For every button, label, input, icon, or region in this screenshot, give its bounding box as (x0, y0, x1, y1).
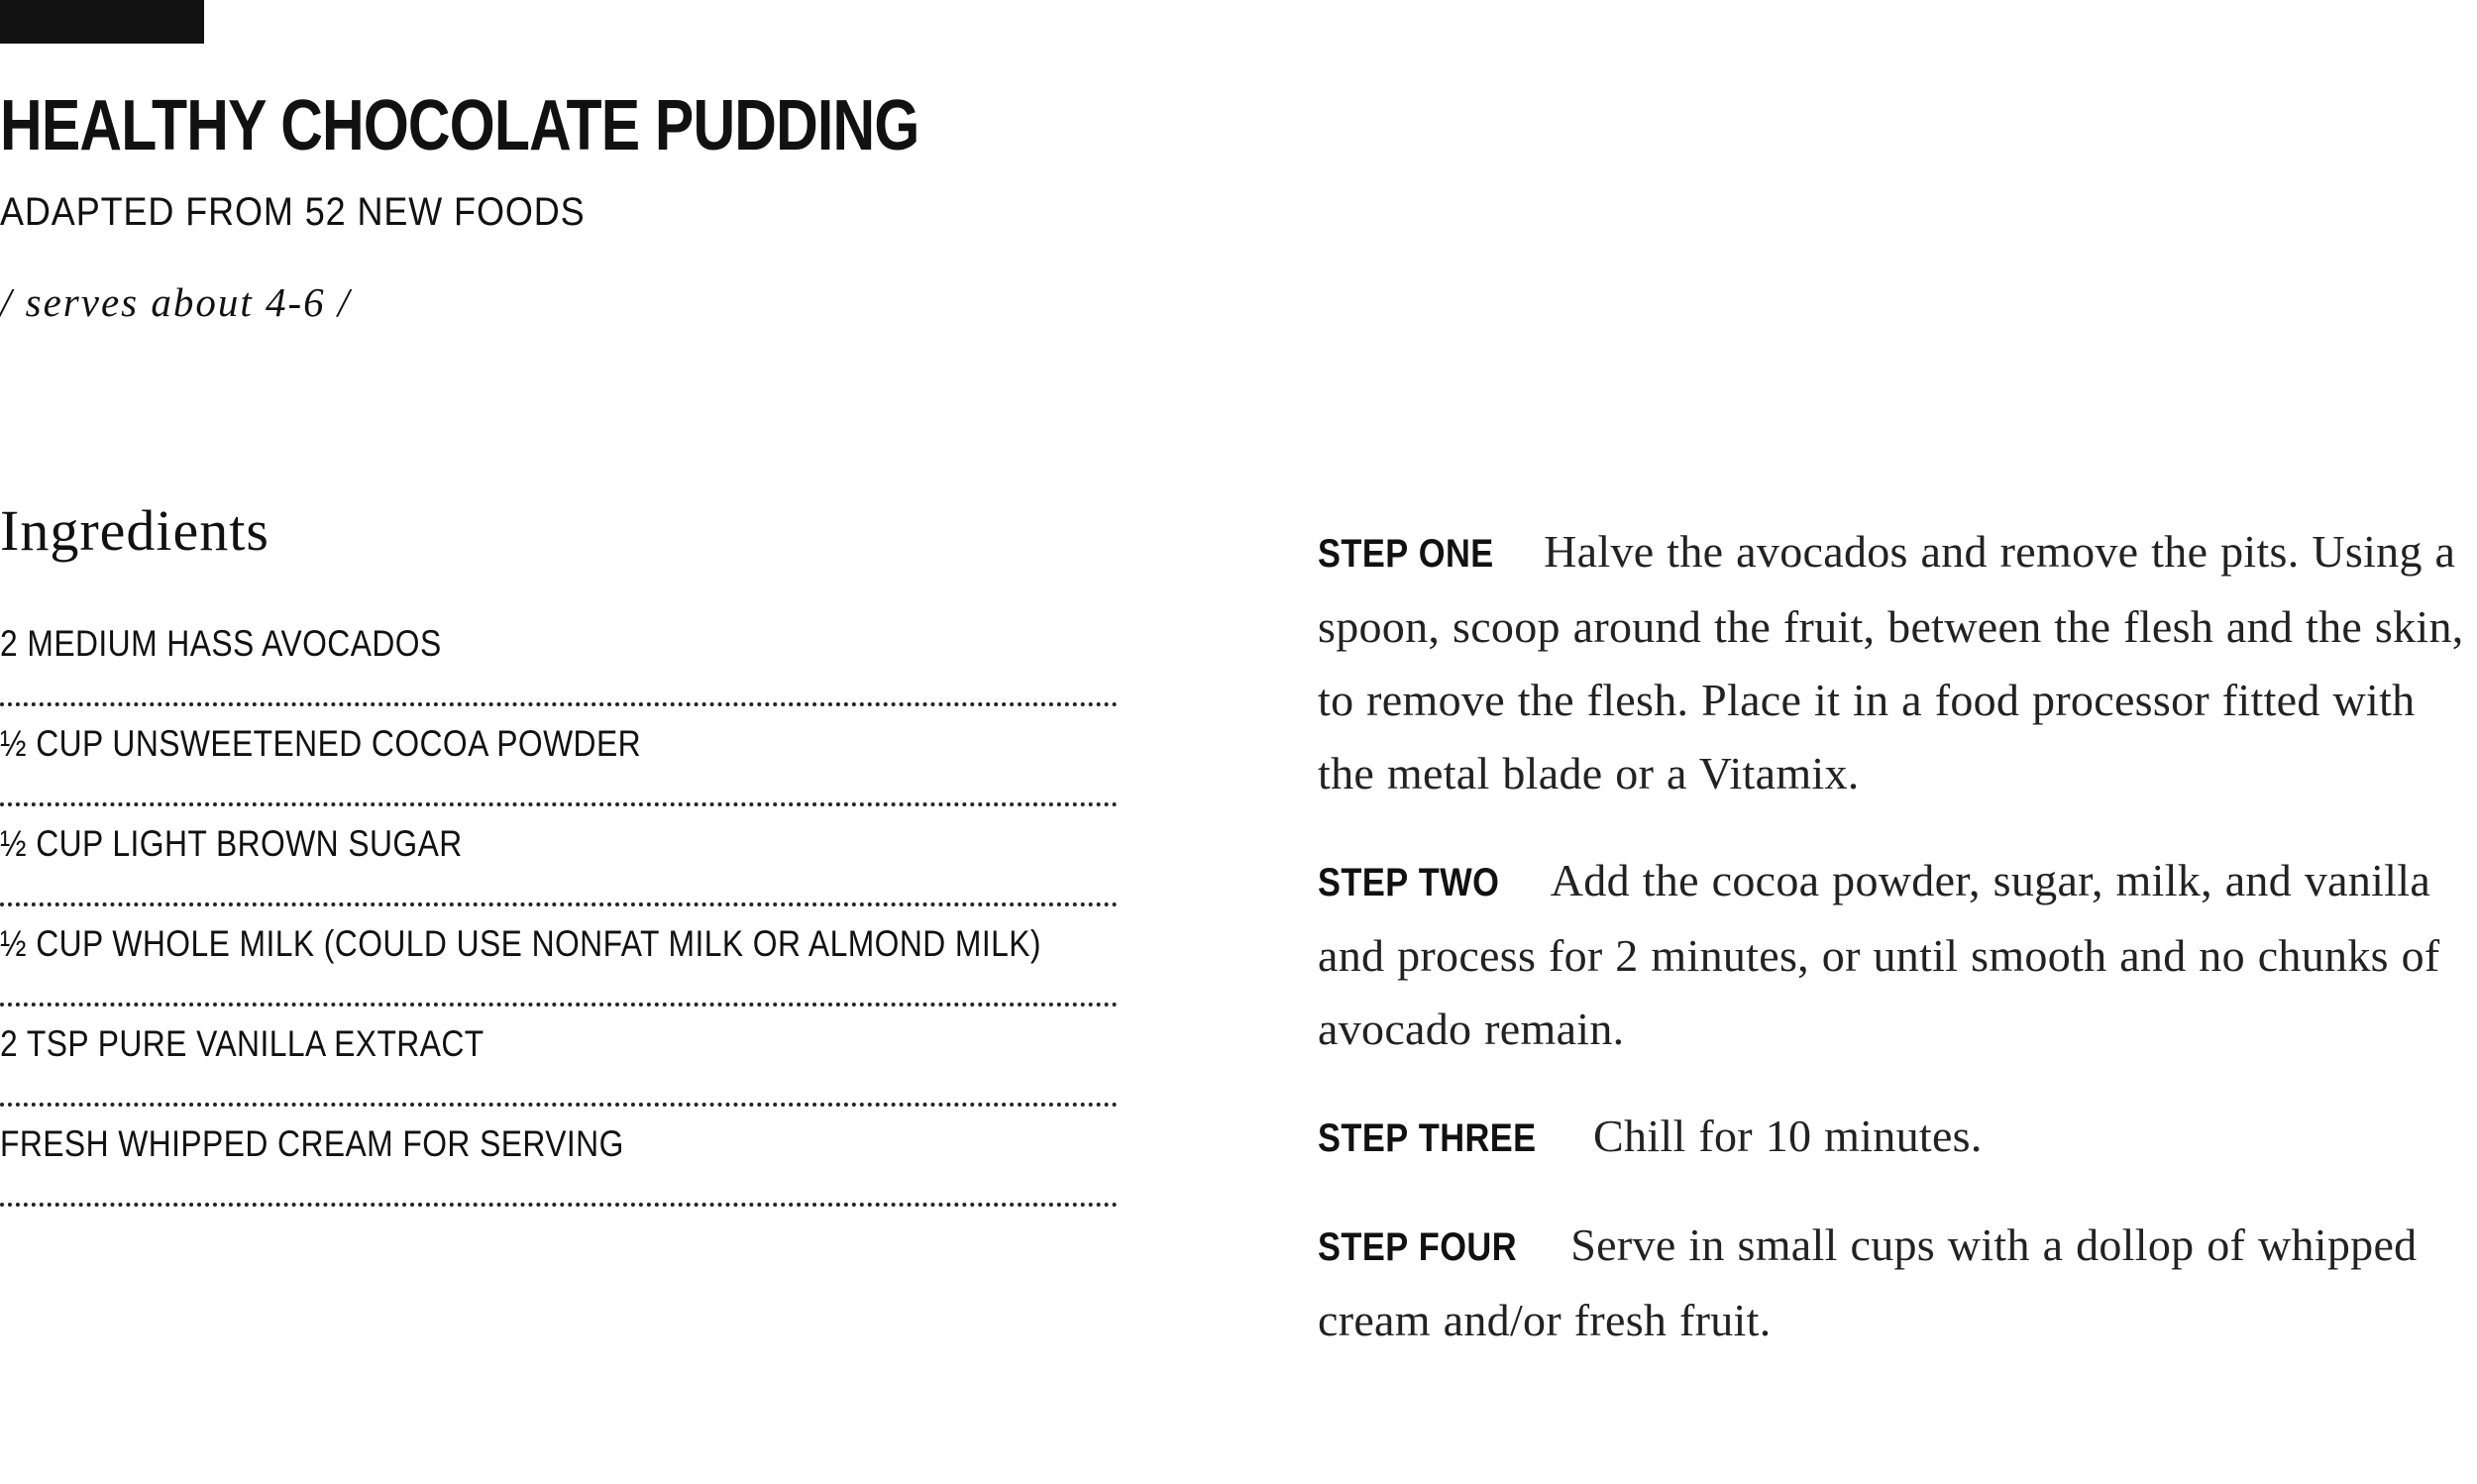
ingredient-item (0, 1007, 1118, 1107)
step-two (1318, 844, 2477, 1066)
step-label: STEP THREE (1318, 1116, 1537, 1160)
top-accent-bar (0, 0, 204, 44)
step-four (1318, 1209, 2477, 1357)
ingredients-list (0, 606, 1118, 1207)
step-label: STEP ONE (1318, 532, 1494, 576)
step-text: Serve in small cups with a dollop of whipped cream and/or fresh fruit. (1318, 1219, 2418, 1345)
method-steps (1318, 515, 2477, 1391)
ingredient-text: FRESH WHIPPED CREAM FOR SERVING (0, 1123, 624, 1164)
step-label: STEP FOUR (1318, 1225, 1517, 1269)
ingredient-text: ½ CUP WHOLE MILK (COULD USE NONFAT MILK OR ALMOND MILK) (0, 923, 1041, 964)
step-text: Halve the avocados and remove the pits. Using a spoon, scoop around the fruit, between the flesh and the skin, to remove the flesh. Place it in a food processor fitted with the metal blade or a Vitamix. (1318, 526, 2464, 798)
step-three (1318, 1100, 2477, 1175)
step-text: Add the cocoa powder, sugar, milk, and vanilla and process for 2 minutes, or until smooth and no chunks of avocado remain. (1318, 855, 2440, 1054)
ingredient-item (0, 606, 1118, 706)
step-one (1318, 515, 2477, 810)
ingredient-item (0, 906, 1118, 1007)
step-label: STEP TWO (1318, 861, 1500, 904)
ingredient-text: ½ CUP UNSWEETENED COCOA POWDER (0, 723, 642, 764)
recipe-serves: / serves about 4-6 / (0, 279, 352, 325)
recipe-source: ADAPTED FROM 52 NEW FOODS (0, 190, 586, 234)
ingredient-text: ½ CUP LIGHT BROWN SUGAR (0, 823, 463, 864)
recipe-title: HEALTHY CHOCOLATE PUDDING (0, 86, 919, 165)
ingredient-item (0, 706, 1118, 806)
ingredients-heading: Ingredients (0, 498, 269, 563)
ingredient-text: 2 MEDIUM HASS AVOCADOS (0, 623, 442, 664)
ingredient-item (0, 806, 1118, 906)
step-text: Chill for 10 minutes. (1593, 1111, 1983, 1161)
ingredient-item (0, 1107, 1118, 1207)
ingredient-text: 2 TSP PURE VANILLA EXTRACT (0, 1023, 485, 1064)
